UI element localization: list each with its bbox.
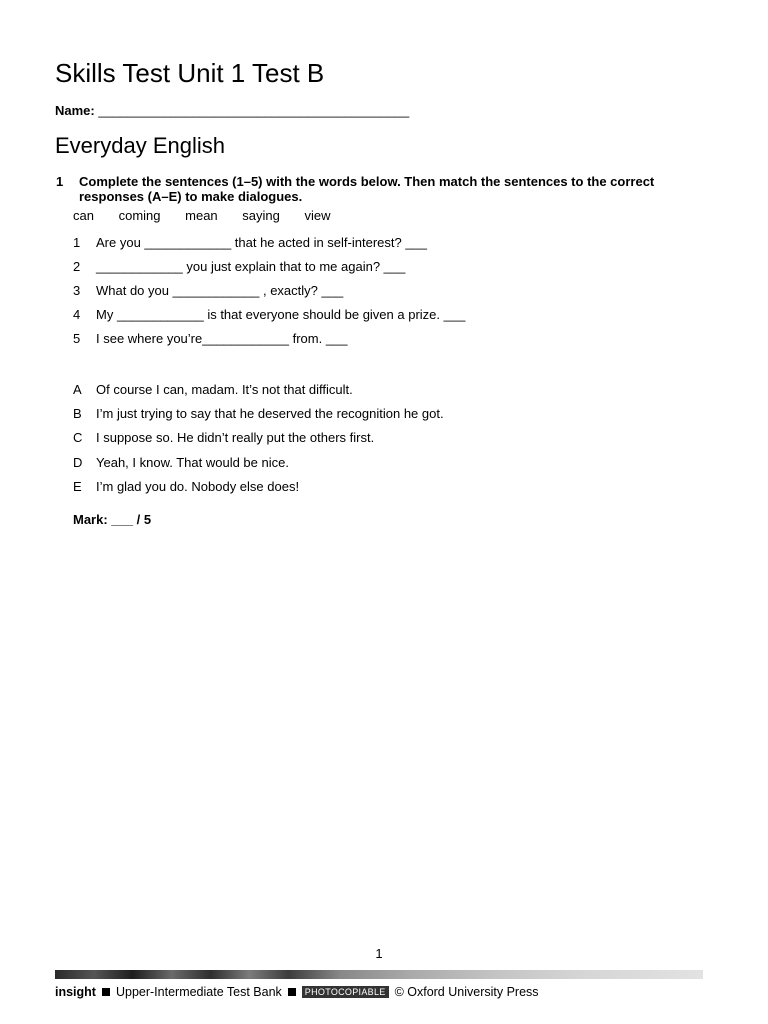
sentence-text: My ____________ is that everyone should be given a prize. ___ bbox=[96, 307, 466, 322]
response-letter: E bbox=[73, 479, 82, 494]
page-number: 1 bbox=[375, 946, 383, 961]
response-text: Yeah, I know. That would be nice. bbox=[96, 455, 289, 470]
response-text: Of course I can, madam. It’s not that difficult. bbox=[96, 382, 353, 397]
word-item: view bbox=[304, 208, 331, 223]
word-item: mean bbox=[185, 208, 218, 223]
response-letter: D bbox=[73, 455, 83, 470]
sentence-text: What do you ____________ , exactly? ___ bbox=[96, 283, 344, 298]
sentence-number: 1 bbox=[73, 235, 81, 250]
word-box bbox=[73, 208, 352, 223]
name-field bbox=[55, 103, 409, 118]
page-title: Skills Test Unit 1 Test B bbox=[55, 58, 325, 88]
response-text: I’m glad you do. Nobody else does! bbox=[96, 479, 300, 494]
sentence-text: Are you ____________ that he acted in self-interest? ___ bbox=[96, 235, 428, 250]
response-text: I suppose so. He didn’t really put the others first. bbox=[96, 430, 375, 445]
response-text: I’m just trying to say that he deserved the recognition he got. bbox=[96, 406, 444, 421]
response-letter: B bbox=[73, 406, 82, 421]
footer bbox=[55, 985, 539, 999]
square-bullet-icon bbox=[102, 988, 110, 996]
word-item: coming bbox=[118, 208, 161, 223]
square-bullet-icon bbox=[288, 988, 296, 996]
sentence-number: 5 bbox=[73, 331, 81, 346]
sentence-text: ____________ you just explain that to me again? ___ bbox=[96, 259, 406, 274]
response-letter: A bbox=[73, 382, 82, 397]
exercise-number: 1 bbox=[56, 174, 64, 189]
word-item: saying bbox=[242, 208, 280, 223]
book-title: Upper-Intermediate Test Bank bbox=[115, 985, 282, 999]
photocopiable-badge: PHOTOCOPIABLE bbox=[302, 986, 389, 998]
sentence-number: 3 bbox=[73, 283, 81, 298]
response-letter: C bbox=[73, 430, 83, 445]
section-title: Everyday English bbox=[55, 133, 225, 158]
sentence-number: 2 bbox=[73, 259, 81, 274]
name-label: Name: bbox=[55, 103, 95, 118]
sentence-text: I see where you’re____________ from. ___ bbox=[96, 331, 348, 346]
footer-photo-band bbox=[55, 970, 703, 979]
name-line: ___________________________________________ bbox=[98, 103, 410, 118]
brand-logo: insight bbox=[55, 985, 96, 999]
publisher: © Oxford University Press bbox=[394, 985, 539, 999]
word-item: can bbox=[73, 208, 94, 223]
mark-score: Mark: ___ / 5 bbox=[73, 512, 152, 527]
exercise-instruction: Complete the sentences (1–5) with the words below. Then match the sentences to the correct responses (A–E) to make dialogues. bbox=[79, 174, 655, 204]
sentence-number: 4 bbox=[73, 307, 81, 322]
